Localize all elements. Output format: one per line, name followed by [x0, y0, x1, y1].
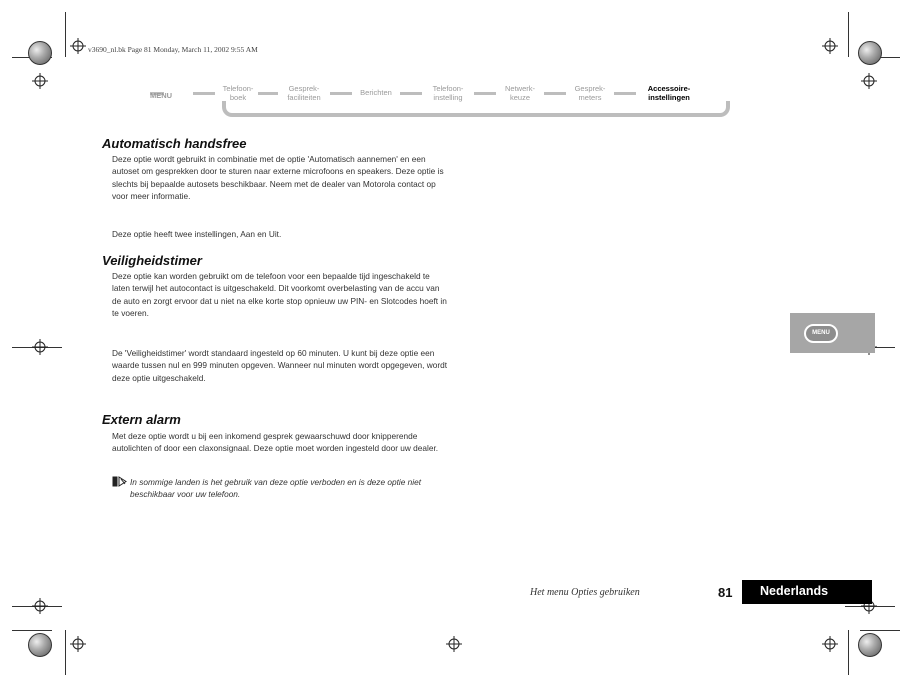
nav-item-netwerkkeuze: Netwerk- keuze: [504, 84, 535, 102]
file-header: v3690_nl.bk Page 81 Monday, March 11, 2002 9:55 AM: [88, 45, 258, 54]
registration-mark-icon: [70, 38, 86, 54]
section-heading-automatisch-handsfree: Automatisch handsfree: [102, 136, 247, 151]
registration-mark-icon: [861, 73, 877, 89]
nav-item-gesprekmeters: Gesprek- meters: [574, 84, 606, 102]
section-paragraph: Deze optie wordt gebruikt in combinatie met de optie 'Automatisch aannemen' en een autoset om gesprekken door te sturen naar externe microfoons en speakers. Deze optie is slechts bij bepaalde autosets beschikbaar. Neem met de dealer van Motorola contact op voor meer informatie.: [112, 154, 444, 202]
registration-ball-bottom-left: [28, 633, 52, 657]
language-label: Nederlands: [760, 584, 829, 598]
footer-caption: Het menu Opties gebruiken: [530, 587, 640, 598]
registration-ball-top-right: [858, 41, 882, 65]
registration-ball-top-left: [28, 41, 52, 65]
section-heading-extern-alarm: Extern alarm: [102, 412, 181, 427]
section-paragraph: Met deze optie wordt u bij een inkomend gesprek gewaarschuwd door knipperende autolichten of door een claxonsignaal. Deze optie moet worden ingesteld door uw dealer.: [112, 431, 439, 454]
language-tab: [742, 580, 872, 604]
nav-item-gesprekfaciliteiten: Gesprek- faciliteiten: [287, 84, 321, 102]
registration-mark-icon: [70, 636, 86, 652]
registration-mark-icon: [32, 598, 48, 614]
menu-key-icon: MENU: [804, 324, 838, 343]
nav-item-telefooninstelling: Telefoon- instelling: [432, 84, 464, 102]
country-restriction-note-icon: [112, 476, 127, 487]
page-number: 81: [718, 585, 733, 600]
section-heading-veiligheidstimer: Veiligheidstimer: [102, 253, 202, 268]
nav-item-accessoire-instellingen: Accessoire- instellingen: [647, 84, 691, 102]
menu-side-tab: [790, 313, 875, 353]
registration-mark-icon: [32, 339, 48, 355]
nav-item-berichten: Berichten: [360, 88, 392, 97]
menu-breadcrumb: [150, 84, 725, 122]
section-paragraph: De 'Veiligheidstimer' wordt standaard ingesteld op 60 minuten. U kunt bij deze optie een waarde tussen nul en 999 minuten opgeven. Wanneer nul minuten wordt opgegeven, wordt deze optie uitgeschakeld.: [112, 348, 448, 383]
registration-mark-icon: [446, 636, 462, 652]
breadcrumb-track: [222, 101, 730, 117]
registration-mark-icon: [32, 73, 48, 89]
note-text: In sommige landen is het gebruik van deze optie verboden en is deze optie niet beschikbaar voor uw telefoon.: [130, 477, 422, 500]
nav-menu-label: MENU: [150, 91, 173, 100]
section-paragraph: Deze optie heeft twee instellingen, Aan en Uit.: [112, 229, 282, 239]
section-paragraph: Deze optie kan worden gebruikt om de telefoon voor een bepaalde tijd ingeschakeld te laten terwijl het autocontact is uitgeschakeld. Dit voorkomt overbelasting van de accu van de auto en zorgt ervoor dat u niet na elke korte stop opnieuw uw PIN- en Slotcodes hoeft in te voeren.: [112, 271, 447, 319]
registration-mark-icon: [822, 636, 838, 652]
registration-ball-bottom-right: [858, 633, 882, 657]
registration-mark-icon: [822, 38, 838, 54]
nav-item-telefoonboek: Telefoon- boek: [222, 84, 254, 102]
